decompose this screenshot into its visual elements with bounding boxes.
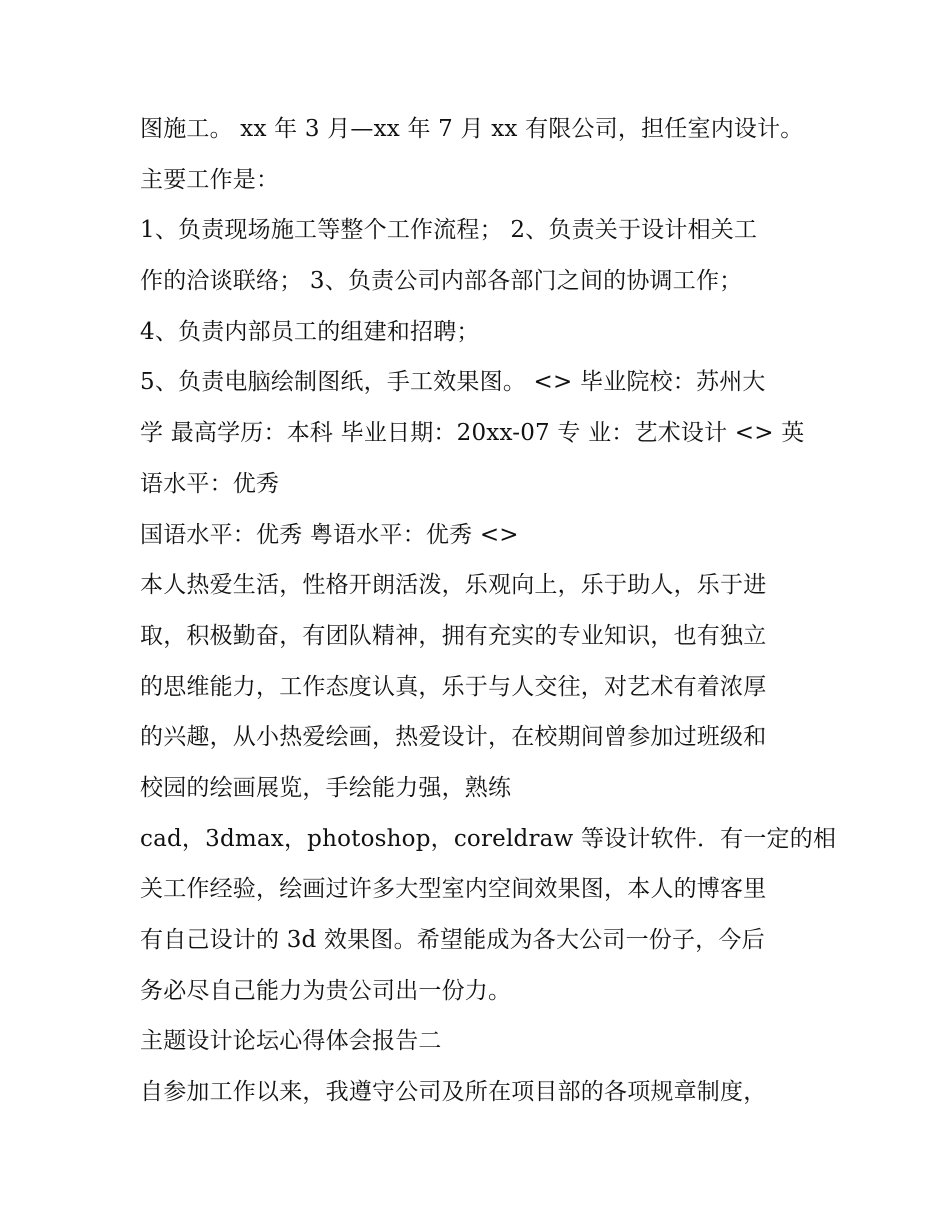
text-line: 的兴趣，从小热爱绘画，热爱设计，在校期间曾参加过班级和 (140, 724, 767, 751)
text-line: 1、负责现场施工等整个工作流程； 2、负责关于设计相关工 (140, 217, 758, 244)
text-line: 语水平：优秀 (140, 470, 280, 497)
text-line: 有自己设计的 3d 效果图。希望能成为各大公司一份子，今后 (140, 927, 765, 953)
text-line: 关工作经验，绘画过许多大型室内空间效果图，本人的博客里 (140, 876, 767, 903)
text-line: 作的洽谈联络； 3、负责公司内部各部门之间的协调工作； (140, 268, 743, 295)
text-line: 5、负责电脑绘制图纸，手工效果图。 <> 毕业院校：苏州大 (140, 369, 766, 396)
text-line: 务必尽自己能力为贵公司出一份力。 (140, 977, 512, 1004)
section-heading: 主题设计论坛心得体会报告二 (140, 1028, 442, 1055)
text-line: 图施工。 xx 年 3 月—xx 年 7 月 xx 有限公司，担任室内设计。 (140, 116, 804, 142)
text-line: 主要工作是： (140, 166, 280, 193)
text-line: cad，3dmax，photoshop，coreldraw 等设计软件．有一定的相 (140, 825, 837, 852)
text-line: 学 最高学历：本科 毕业日期：20xx-07 专 业：艺术设计 <> 英 (140, 420, 805, 447)
text-line: 自参加工作以来，我遵守公司及所在项目部的各项规章制度， (140, 1079, 767, 1106)
text-line: 4、负责内部员工的组建和招聘； (140, 318, 480, 345)
text-line: 国语水平：优秀 粤语水平：优秀 <> (140, 521, 519, 548)
document-body (140, 104, 837, 1118)
text-line: 本人热爱生活，性格开朗活泼，乐观向上，乐于助人，乐于进 (140, 572, 767, 599)
text-line: 校园的绘画展览，手绘能力强，熟练 (140, 774, 512, 801)
text-line: 的思维能力，工作态度认真，乐于与人交往，对艺术有着浓厚 (140, 673, 767, 700)
text-line: 取，积极勤奋，有团队精神，拥有充实的专业知识，也有独立 (140, 622, 767, 649)
